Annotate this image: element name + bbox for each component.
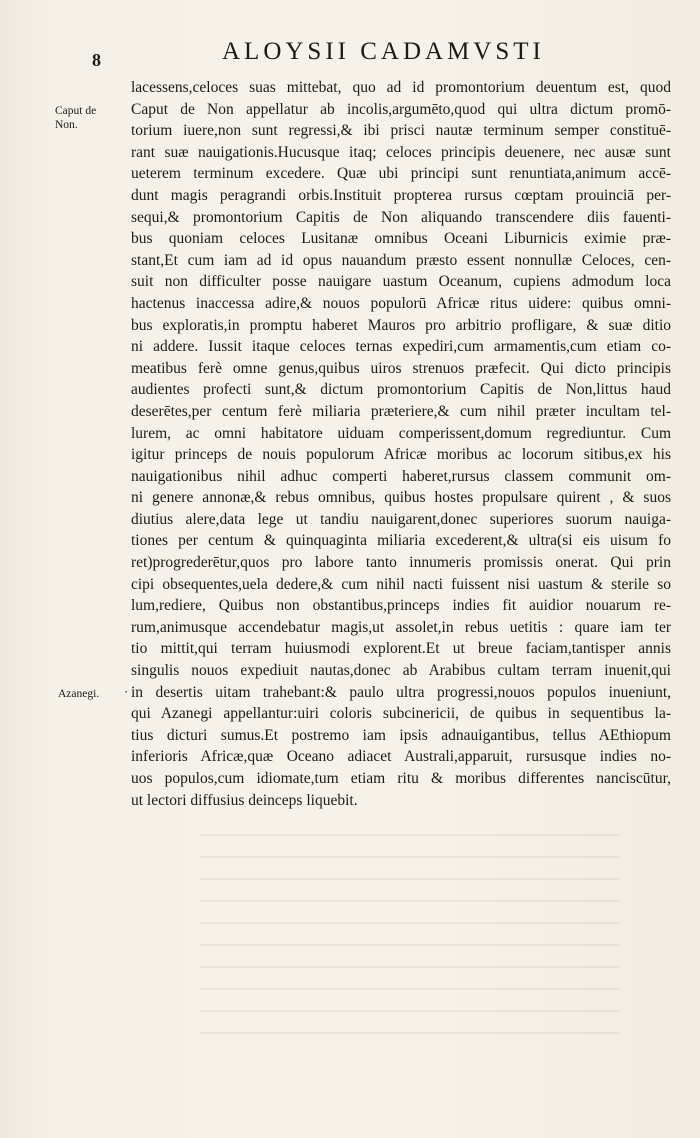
text-line: hactenus inaccessa adire,& nouos populorū Africæ ritus uidere: quibus omni- xyxy=(131,294,671,312)
text-line: cipi obsequentes,uela dedere,& cum nihil nacti fuissent nisi uastum & sterile so xyxy=(131,575,671,593)
text-line: dunt magis peragrandi orbis.Instituit propterea rursus cœptam prouinciā per- xyxy=(131,186,671,204)
marginal-note-caput-de-non xyxy=(55,104,96,132)
text-line: diutius alere,data lege ut tandiu nauigarent,donec superiores suorum nauiga- xyxy=(131,510,671,528)
show-through-text xyxy=(200,820,620,1040)
text-line: uos populos,cum idiomate,tum etiam ritu & moribus differentes nanciscūtur, xyxy=(131,770,671,787)
page-number: 8 xyxy=(92,50,101,70)
text-line: bus exploratis,in promptu haberet Mauros pro arbitrio profligare, & suæ ditio xyxy=(131,316,671,334)
text-line: suit non difficulter posse nauigare uastum Oceanum, cupiens admodum loca xyxy=(131,273,671,291)
text-line: bus quoniam celoces Lusitanæ omnibus Oceani Liburnicis eximie præ- xyxy=(131,230,671,248)
text-line: inferioris Africæ,quæ Oceano adiacet Australi,apparuit, rursusque indies no- xyxy=(131,748,671,766)
running-head: ALOYSII CADAMVSTI xyxy=(222,38,545,65)
text-line: deserētes,per centum ferè miliaria præteriere,& cum nihil præter incultam tel- xyxy=(131,402,671,420)
text-line: tiones per centum & quinquaginta miliaria excederent,& ultra(si eis uisum fo xyxy=(131,532,671,550)
text-line: lacessens,celoces suas mittebat, quo ad id promontorium deuentum est, quod xyxy=(131,79,671,96)
text-line: stant,Et cum iam ad id opus nauandum præsto essent nonnullæ Celoces, cen- xyxy=(131,251,671,269)
body-text xyxy=(131,77,671,811)
text-line: igitur princeps de nouis populorum Africæ moribus ac locorum sitibus,ex his xyxy=(131,446,671,464)
text-line: tius dicturi sumus.Et postremo iam ipsis adnauigantibus, tellus AEthiopum xyxy=(131,726,671,744)
text-line: ni genere annonæ,& rebus omnibus, quibus hostes propulsare quirent , & suos xyxy=(131,489,671,507)
text-line: nauigationibus nihil adhuc comperti haberet,rursus classem communit om- xyxy=(131,467,671,485)
text-line: meatibus ferè omne genus,quibus uiros strenuos præfecit. Qui dicto principis xyxy=(131,359,671,377)
text-line: rum,animusque accendebatur magis,ut assolet,in rebus uetitis : quare iam ter xyxy=(131,618,671,636)
text-line: Caput de Non appellatur ab incolis,argumēto,quod qui ultra dictum promō- xyxy=(131,100,671,118)
text-line: sequi,& promontorium Capitis de Non aliquando transcendere diis fauenti- xyxy=(131,208,671,226)
marginal-note-line: Caput de xyxy=(55,105,97,117)
marginal-marker: · xyxy=(124,684,129,699)
text-line: lum,rediere, Quibus non obstantibus,princeps indies fit auidior nouarum re- xyxy=(131,597,671,615)
text-line: ueterem terminum excedere. Quæ ubi principi sunt renuntiata,animum accē- xyxy=(131,165,671,183)
text-line: qui Azanegi appellantur:uiri coloris subcinericii, de quibus in sequentibus la- xyxy=(131,705,671,723)
text-line: ret)progrederētur,quos pro labore tanto innumeris promissis onerat. Qui prin xyxy=(131,554,671,572)
text-line: audientes profecti sunt,& dictum promontorium Capitis de Non,littus haud xyxy=(131,381,671,399)
text-line: torium iuere,non sunt regressi,& ibi prisci nautæ terminum semper constituē- xyxy=(131,122,671,140)
text-line: in desertis uitam trahebant:& paulo ultra progressi,nouos populos inueniunt, xyxy=(131,683,671,701)
text-line: tio mittit,qui terram huiusmodi explorent.Et ut breue faciam,tantisper annis xyxy=(131,640,671,658)
marginal-note-azanegi: Azanegi. xyxy=(58,688,100,700)
text-line: ni addere. Iussit itaque celoces ternas expediri,cum armamentis,cum etiam co- xyxy=(131,338,671,356)
text-line: rant suæ nauigationis.Hucusque itaq; celoces principis deuenere, nec ausæ sunt xyxy=(131,143,671,161)
marginal-note-line: Non. xyxy=(55,119,78,131)
text-line: ut lectori diffusius deinceps liquebit. xyxy=(131,791,358,809)
text-line: lurem, ac omni habitatore uiduam comperissent,domum regrediuntur. Cum xyxy=(131,424,671,442)
text-line: singulis nouos expediuit nautas,donec ab Arabibus cultam terram inuenit,qui xyxy=(131,662,671,680)
